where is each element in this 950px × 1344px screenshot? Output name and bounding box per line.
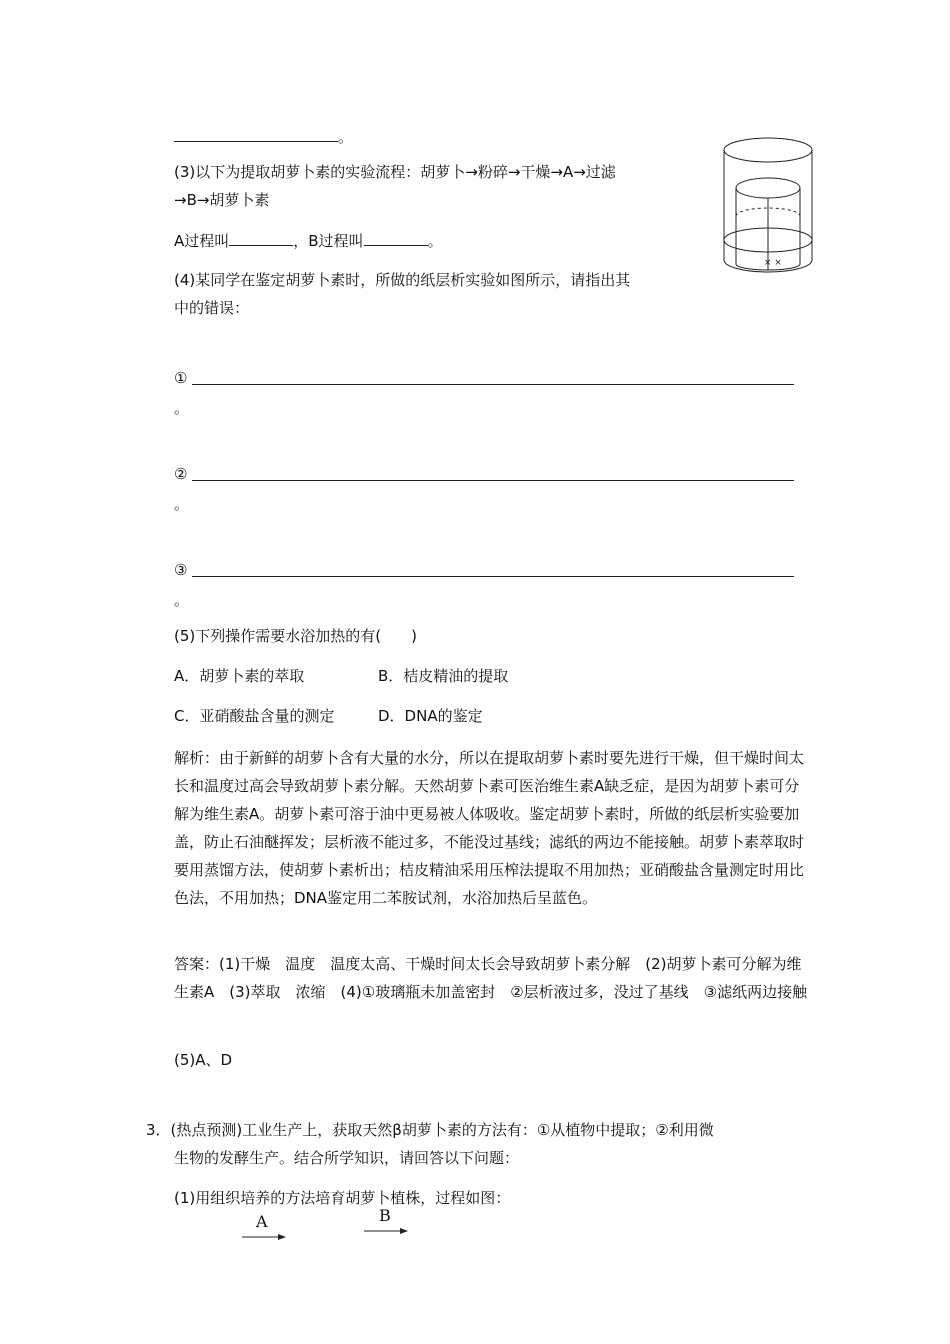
answer-blank-line-1[interactable] xyxy=(174,126,353,147)
arrow-a-icon xyxy=(242,1232,288,1242)
error-2-blank[interactable] xyxy=(192,480,794,481)
option-d: D．DNA的鉴定 xyxy=(378,707,483,725)
error-1-period: 。 xyxy=(174,399,190,417)
error-2-marker: ② xyxy=(174,465,188,483)
error-3-blank[interactable] xyxy=(192,576,794,577)
error-1-blank[interactable] xyxy=(192,384,794,385)
arrow-b-icon xyxy=(364,1226,410,1236)
error-3-period: 。 xyxy=(174,591,190,609)
error-1-marker: ① xyxy=(174,369,188,387)
arrow-b-label: B xyxy=(379,1206,391,1225)
period: 。 xyxy=(338,128,354,146)
option-b: B．桔皮精油的提取 xyxy=(378,667,509,685)
arrow-a-label: A xyxy=(256,1212,268,1231)
question-5-stem: (5)下列操作需要水浴加热的有( ) xyxy=(174,627,417,645)
option-a: A．胡萝卜素的萃取 xyxy=(174,667,305,685)
a-process-label: A过程叫 xyxy=(174,232,230,250)
option-c: C．亚硝酸盐含量的测定 xyxy=(174,707,335,725)
blank-underline[interactable] xyxy=(174,126,338,142)
question-4-line-2: 中的错误： xyxy=(174,299,250,317)
question-3-line-1: (3)以下为提取胡萝卜素的实验流程：胡萝卜→粉碎→干燥→A→过滤 xyxy=(174,163,616,181)
chromatography-jar-diagram xyxy=(720,136,820,276)
b-process-label: ，B过程叫 xyxy=(293,232,364,250)
b-process-blank[interactable] xyxy=(364,230,428,246)
answer-5: (5)A、D xyxy=(174,1051,233,1069)
period: 。 xyxy=(427,232,443,250)
question-3-title-line-2: 生物的发酵生产。结合所学知识，请回答以下问题： xyxy=(174,1149,520,1167)
sample-spot-marks: × × xyxy=(764,258,782,268)
error-3-marker: ③ xyxy=(174,561,188,579)
question-3-part-1: (1)用组织培养的方法培育胡萝卜植株，过程如图： xyxy=(174,1189,511,1207)
answer-paragraph: 答案：(1)干燥 温度 温度太高、干燥时间太长会导致胡萝卜素分解 (2)胡萝卜素可分解为维生素A (3)萃取 浓缩 (4)①玻璃瓶未加盖密封 ②层析液过多，没过了基线 ③滤纸两边接触 xyxy=(174,955,808,1001)
question-3-line-2: →B→胡萝卜素 xyxy=(174,191,270,209)
question-3-blanks xyxy=(174,230,443,251)
error-2-period: 。 xyxy=(174,495,190,513)
question-4-line-1: (4)某同学在鉴定胡萝卜素时，所做的纸层析实验如图所示，请指出其 xyxy=(174,271,631,289)
question-3-title-line-1: 3．(热点预测)工业生产上，获取天然β胡萝卜素的方法有：①从植物中提取；②利用微 xyxy=(146,1121,714,1139)
a-process-blank[interactable] xyxy=(229,230,293,246)
analysis-paragraph: 解析：由于新鲜的胡萝卜含有大量的水分，所以在提取胡萝卜素时要先进行干燥，但干燥时间太长和温度过高会导致胡萝卜素分解。天然胡萝卜素可医治维生素A缺乏症，是因为胡萝卜素可分解为维生素A。胡萝卜素可溶于油中更易被人体吸收。鉴定胡萝卜素时，所做的纸层析实验要加盖，防止石油醚挥发；层析液不能过多，不能没过基线；滤纸的两边不能接触。胡萝卜素萃取时要用蒸馏方法，使胡萝卜素析出；桔皮精油采用压榨法提取不用加热；亚硝酸盐含量测定时用比色法，不用加热；DNA鉴定用二苯胺试剂，水浴加热后呈蓝色。 xyxy=(174,749,805,907)
